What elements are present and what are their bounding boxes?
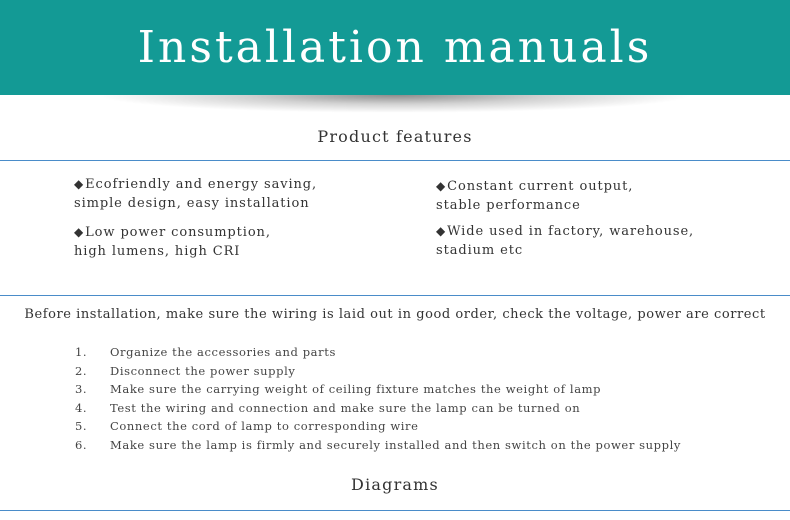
title-banner (0, 0, 790, 95)
page-title: Installation manuals (137, 22, 653, 73)
divider-top (0, 160, 790, 161)
list-item (75, 364, 775, 383)
diamond-bullet-icon: ◆ (436, 224, 447, 238)
step-text: Make sure the lamp is firmly and securely installed and then switch on the power supply (110, 437, 681, 452)
list-item (75, 438, 775, 457)
feature-line: Wide used in factory, warehouse, (447, 224, 695, 239)
divider-bottom (0, 510, 790, 511)
step-number: 3. (75, 382, 88, 396)
step-text: Disconnect the power supply (110, 363, 296, 378)
banner-shadow (95, 95, 695, 113)
feature-line: Ecofriendly and energy saving, (85, 177, 318, 192)
list-item (75, 345, 775, 364)
step-text: Test the wiring and connection and make sure the lamp can be turned on (110, 400, 581, 415)
diamond-bullet-icon: ◆ (74, 225, 85, 239)
step-number: 4. (75, 400, 88, 415)
list-item (75, 382, 775, 401)
list-item (75, 419, 775, 438)
feature-line: high lumens, high CRI (74, 244, 241, 259)
feature-item (74, 223, 271, 261)
feature-line: Constant current output, (447, 179, 634, 194)
step-number: 2. (75, 363, 88, 378)
step-text: Make sure the carrying weight of ceiling fixture matches the weight of lamp (110, 382, 602, 396)
feature-line: Low power consumption, (85, 225, 271, 240)
diamond-bullet-icon: ◆ (436, 179, 447, 193)
feature-item (74, 175, 317, 213)
feature-line: stable performance (436, 198, 581, 213)
feature-line: simple design, easy installation (74, 196, 310, 211)
step-number: 5. (75, 419, 88, 433)
feature-line: stadium etc (436, 243, 524, 258)
divider-middle (0, 295, 790, 296)
product-features-heading: Product features (317, 127, 473, 146)
installation-steps-list (75, 345, 775, 456)
diagrams-heading: Diagrams (351, 475, 439, 494)
feature-item (436, 177, 633, 215)
list-item (75, 401, 775, 420)
step-number: 6. (75, 437, 88, 452)
step-text: Connect the cord of lamp to corresponding wire (110, 419, 419, 433)
step-number: 1. (75, 345, 88, 359)
feature-item (436, 222, 694, 260)
diamond-bullet-icon: ◆ (74, 177, 85, 191)
step-text: Organize the accessories and parts (110, 345, 336, 359)
installation-intro: Before installation, make sure the wiring is laid out in good order, check the voltage, power are correct (24, 307, 766, 322)
